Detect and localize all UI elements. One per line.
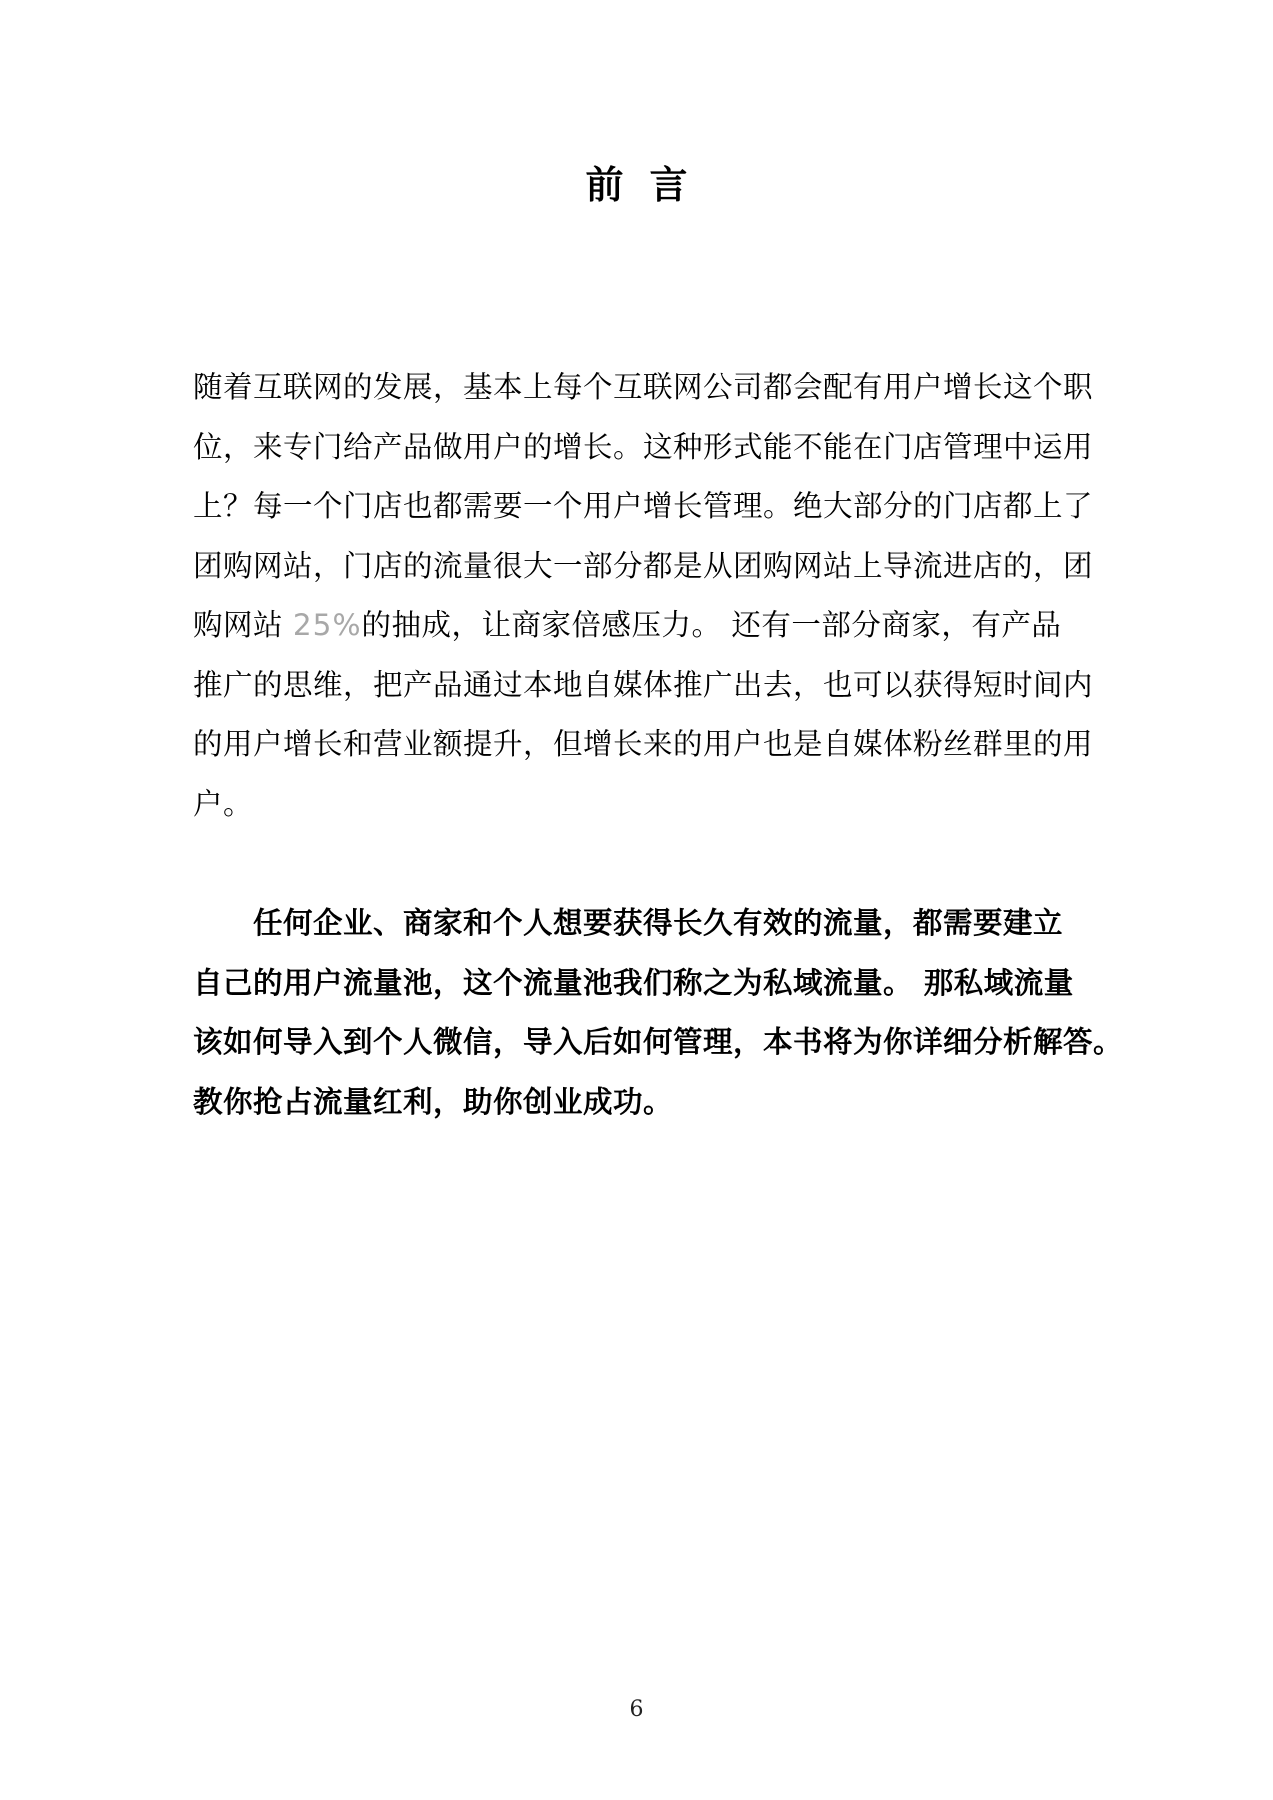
page-number: 6 xyxy=(629,1697,644,1722)
line-segment: 购网站 xyxy=(193,608,284,642)
paragraph-line: 上？每一个门店也都需要一个用户增长管理。绝大部分的门店都上了 xyxy=(193,489,1094,523)
paragraph-line: 户。 xyxy=(193,786,254,821)
paragraph-line: 团购网站，门店的流量很大一部分都是从团购网站上导流进店的，团 xyxy=(193,548,1094,583)
body-paragraph-2 xyxy=(193,894,1124,1132)
paragraph-line: 位，来专门给产品做用户的增长。这种形式能不能在门店管理中运用 xyxy=(193,429,1094,464)
paragraph-line: 教你抢占流量红利，助你创业成功。 xyxy=(193,1084,674,1119)
page-title: 前言 xyxy=(585,163,714,207)
line-segment: 的抽成，让商家倍感压力。 还有一部分商家，有产品 xyxy=(361,608,1062,642)
paragraph-line xyxy=(193,596,1083,656)
paragraph-line: 推广的思维，把产品通过本地自媒体推广出去，也可以获得短时间内 xyxy=(193,667,1094,702)
paragraph-line: 自己的用户流量池，这个流量池我们称之为私域流量。 那私域流量 xyxy=(193,965,1074,1000)
percent-value: 25% xyxy=(292,608,362,642)
paragraph-line: 随着互联网的发展，基本上每个互联网公司都会配有用户增长这个职 xyxy=(193,370,1094,404)
body-paragraph-1 xyxy=(193,358,1094,834)
paragraph-line: 的用户增长和营业额提升，但增长来的用户也是自媒体粉丝群里的用 xyxy=(193,727,1094,761)
paragraph-line: 任何企业、商家和个人想要获得长久有效的流量，都需要建立 xyxy=(253,906,1064,940)
paragraph-line: 该如何导入到个人微信，导入后如何管理，本书将为你详细分析解答。 xyxy=(193,1025,1124,1059)
